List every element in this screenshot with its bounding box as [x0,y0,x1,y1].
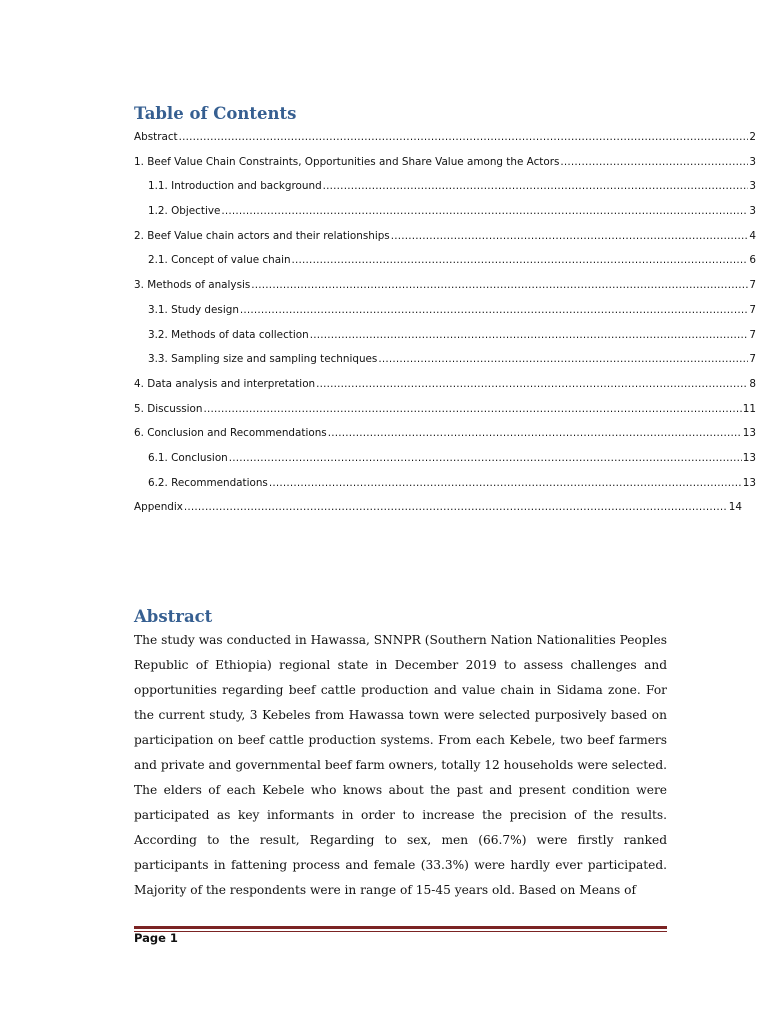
toc-entry-page: 7 [749,303,756,316]
toc-list [134,127,756,522]
footer-rule [134,926,667,929]
toc-leader [179,127,749,147]
toc-leader [184,497,728,517]
toc-entry-page: 7 [749,353,756,366]
toc-entry-label: Appendix [134,501,183,514]
toc-leader [229,448,742,468]
toc-entry-page: 8 [749,377,756,390]
abstract-title: Abstract [134,607,213,626]
toc-leader [251,275,748,295]
toc-entry-label: 3. Methods of analysis [134,279,251,292]
toc-entry-page: 13 [742,476,756,489]
toc-entry-label: 2. Beef Value chain actors and their relationships [134,229,390,242]
toc-leader [221,201,748,221]
toc-entry[interactable] [134,497,742,522]
toc-entry-label: 2.1. Concept of value chain [148,254,291,267]
toc-entry[interactable] [134,448,756,473]
toc-entry[interactable] [134,300,756,325]
toc-entry[interactable] [134,275,756,300]
toc-leader [391,226,749,246]
toc-entry[interactable] [134,250,756,275]
toc-entry-page: 2 [749,131,756,143]
toc-title: Table of Contents [134,104,297,123]
toc-entry-page: 3 [749,180,756,193]
toc-entry-label: 3.3. Sampling size and sampling techniques [148,353,378,366]
page-number: Page 1 [134,931,178,945]
toc-entry[interactable] [134,325,756,350]
toc-entry-label: 1. Beef Value Chain Constraints, Opportunities and Share Value among the Actors [134,155,560,168]
toc-leader [203,399,741,419]
toc-leader [240,300,748,320]
toc-entry-label: 6.2. Recommendations [148,476,268,489]
toc-entry-label: 1.2. Objective [148,205,221,218]
toc-entry-label: Abstract [134,131,178,143]
toc-entry-page: 7 [749,328,756,341]
toc-entry[interactable] [134,176,756,201]
toc-entry-label: 1.1. Introduction and background [148,180,322,193]
toc-entry-page: 7 [749,279,756,292]
toc-entry-page: 11 [742,402,756,415]
toc-leader [323,176,749,196]
toc-entry-label: 6.1. Conclusion [148,451,228,464]
toc-entry-label: 5. Discussion [134,402,203,415]
toc-entry[interactable] [134,423,756,448]
toc-entry[interactable] [134,226,756,251]
toc-entry-page: 13 [742,427,756,440]
toc-entry-label: 4. Data analysis and interpretation [134,377,316,390]
toc-entry[interactable] [134,374,756,399]
toc-leader [269,473,742,493]
toc-entry-label: 6. Conclusion and Recommendations [134,427,327,440]
toc-entry[interactable] [134,349,756,374]
toc-entry-label: 3.1. Study design [148,303,239,316]
abstract-body: The study was conducted in Hawassa, SNNPR (Southern Nation Nationalities Peoples Republic of Ethiopia) regional state in December 2019 to assess challenges and opportunities regarding beef cattle production and value chain in Sidama zone. For the current study, 3 Kebeles from Hawassa town were selected purposively based on participation on beef cattle production systems. From each Kebele, two beef farmers and private and governmental beef farm owners, totally 12 households were selected. The elders of each Kebele who knows about the past and present condition were participated as key informants in order to increase the precision of the results. According to the result, Regarding to sex, men (66.7%) were firstly ranked participants in fattening process and female (33.3%) were hardly ever participated. Majority of the respondents were in range of 15-45 years old. Based on Means of [134,633,667,897]
footer-rule-thin [134,931,667,932]
toc-entry[interactable] [134,201,756,226]
toc-entry[interactable] [134,152,756,177]
toc-leader [328,423,742,443]
toc-leader [310,325,749,345]
toc-leader [560,152,748,172]
toc-entry-page: 4 [749,229,756,242]
toc-entry-label: 3.2. Methods of data collection [148,328,309,341]
toc-entry[interactable] [134,473,756,498]
toc-leader [378,349,748,369]
toc-entry-page: 3 [749,155,756,168]
toc-entry-page: 6 [749,254,756,267]
toc-leader [316,374,748,394]
toc-entry-page: 3 [749,205,756,218]
toc-entry[interactable] [134,399,756,424]
toc-entry[interactable] [134,127,756,152]
toc-entry-page: 13 [742,451,756,464]
toc-entry-page: 14 [728,501,742,514]
toc-leader [292,250,749,270]
